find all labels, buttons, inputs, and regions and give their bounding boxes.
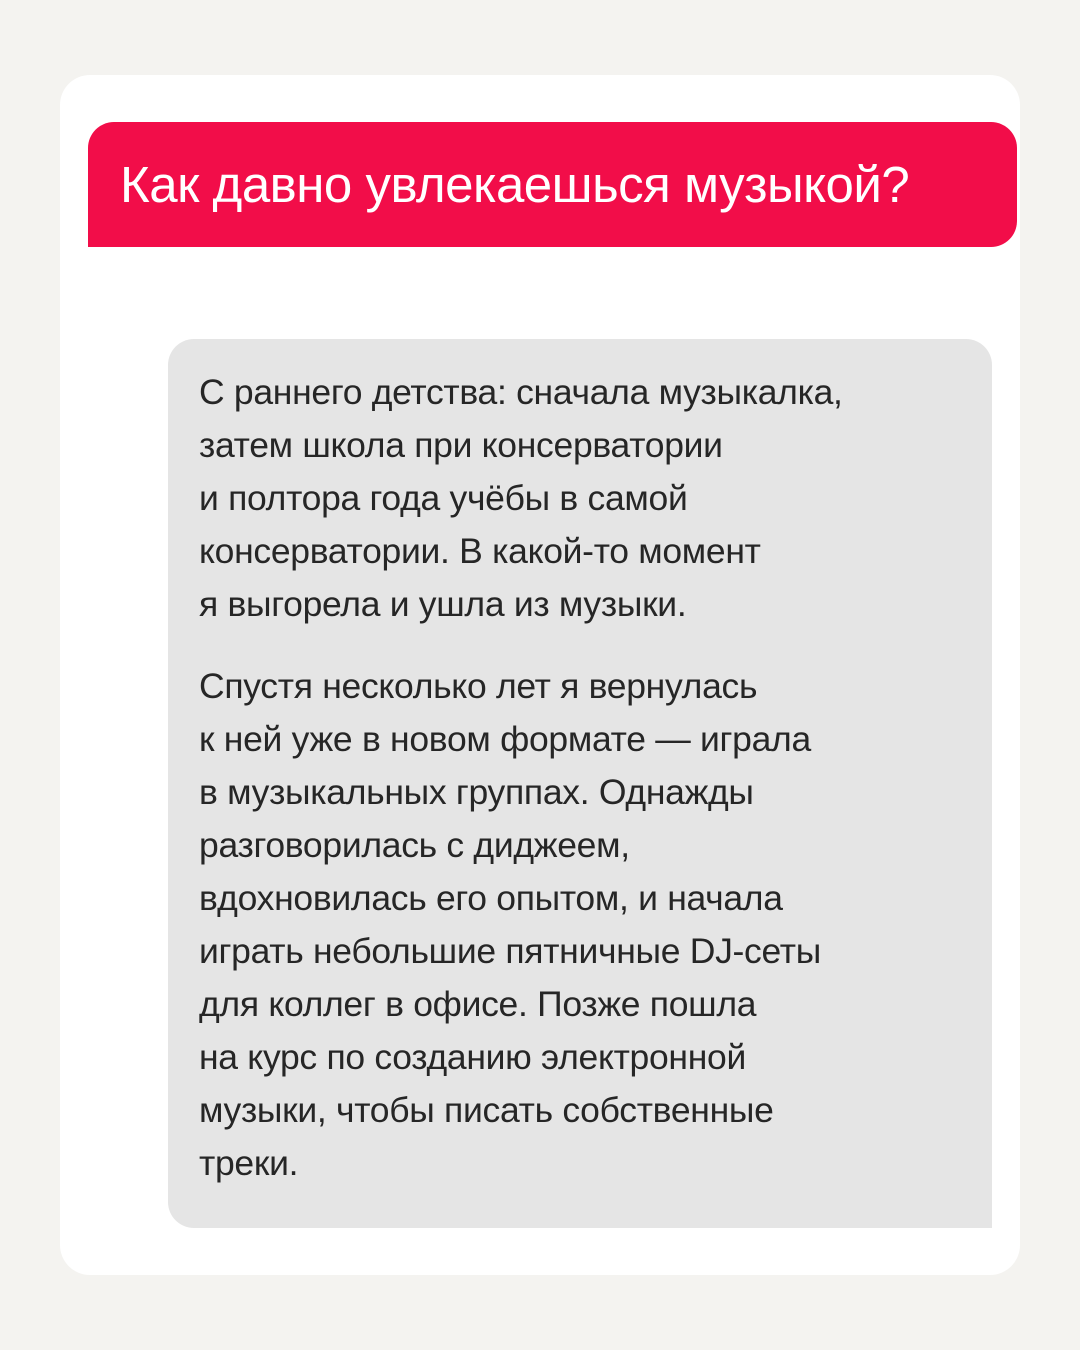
answer-paragraph-2 — [199, 660, 972, 1190]
question-text: Как давно увлекаешься музыкой? — [120, 156, 910, 213]
answer-line: в музыкальных группах. Однажды — [199, 772, 754, 812]
answer-line: я выгорела и ушла из музыки. — [199, 584, 687, 624]
answer-line: музыки, чтобы писать собственные — [199, 1090, 774, 1130]
answer-line: разговорилась с диджеем, — [199, 825, 630, 865]
answer-line: треки. — [199, 1143, 299, 1183]
question-bubble — [88, 122, 1017, 247]
answer-line: и полтора года учёбы в самой — [199, 478, 688, 518]
answer-line: С раннего детства: сначала музыкалка, — [199, 372, 843, 412]
answer-line: играть небольшие пятничные DJ-сеты — [199, 931, 821, 971]
answer-line: на курс по созданию электронной — [199, 1037, 746, 1077]
answer-line: Спустя несколько лет я вернулась — [199, 666, 758, 706]
answer-paragraph-1 — [199, 366, 972, 631]
answer-line: вдохновилась его опытом, и начала — [199, 878, 783, 918]
answer-line: к ней уже в новом формате — играла — [199, 719, 811, 759]
answer-line: для коллег в офисе. Позже пошла — [199, 984, 757, 1024]
answer-line: консерватории. В какой-то момент — [199, 531, 761, 571]
answer-line: затем школа при консерватории — [199, 425, 723, 465]
answer-bubble — [168, 339, 992, 1228]
